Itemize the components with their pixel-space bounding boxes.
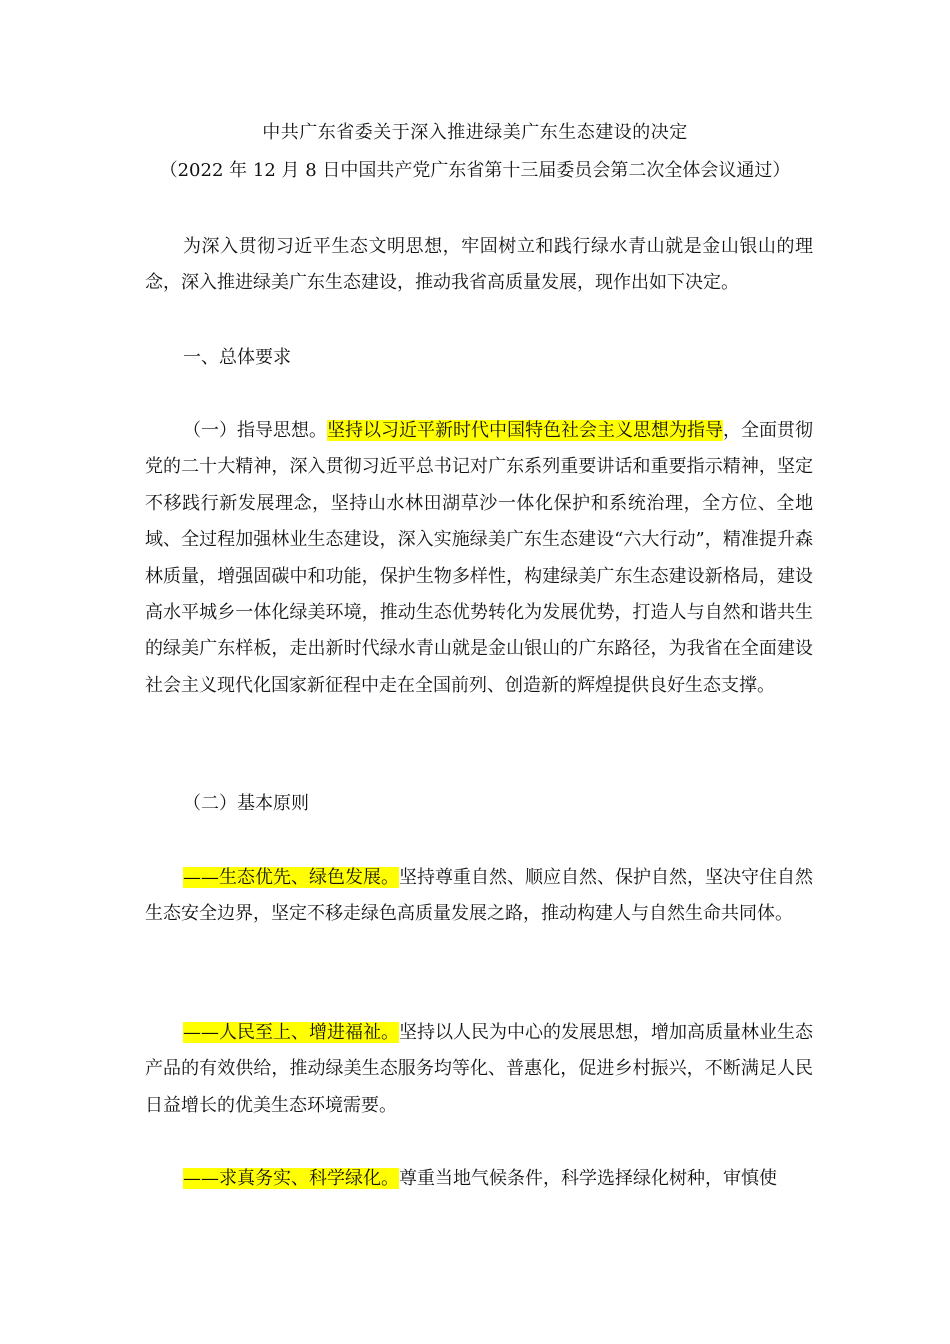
highlighted-text: ——求真务实、科学绿化。 xyxy=(183,1168,399,1189)
principle-paragraph xyxy=(145,860,813,933)
principle-paragraph xyxy=(145,1161,813,1197)
section-heading-general-requirements: 一、总体要求 xyxy=(183,347,291,368)
document-subtitle: （2022 年 12 月 8 日中国共产党广东省第十三届委员会第二次全体会议通过） xyxy=(159,160,791,181)
highlighted-text: 坚持以习近平新时代中国特色社会主义思想为指导 xyxy=(327,420,723,441)
principle-paragraph xyxy=(145,1015,813,1124)
guiding-thought-body: ，全面贯彻党的二十大精神，深入贯彻习近平总书记对广东系列重要讲话和重要指示精神，坚定不移践行新发展理念，坚持山水林田湖草沙一体化保护和系统治理，全方位、全地域、全过程加强林业生态建设，深入实施绿美广东生态建设“六大行动”，精准提升森林质量，增强固碳中和功能，保护生物多样性，构建绿美广东生态建设新格局，建设高水平城乡一体化绿美环境，推动生态优势转化为发展优势，打造人与自然和谐共生的绿美广东样板，走出新时代绿水青山就是金山银山的广东路径，为我省在全面建设社会主义现代化国家新征程中走在全国前列、创造新的辉煌提供良好生态支撑。 xyxy=(145,420,813,696)
document-title: 中共广东省委关于深入推进绿美广东生态建设的决定 xyxy=(262,122,688,143)
intro-paragraph: 为深入贯彻习近平生态文明思想，牢固树立和践行绿水青山就是金山银山的理念，深入推进绿美广东生态建设，推动我省高质量发展，现作出如下决定。 xyxy=(145,236,813,294)
principle-body: 尊重当地气候条件，科学选择绿化树种，审慎使 xyxy=(399,1168,777,1189)
guiding-thought-label: （一）指导思想。 xyxy=(183,420,327,441)
guiding-thought-paragraph xyxy=(145,413,813,704)
highlighted-text: ——人民至上、增进福祉。 xyxy=(183,1022,399,1043)
highlighted-text: ——生态优先、绿色发展。 xyxy=(183,867,399,888)
principle-body: 坚持以人民为中心的发展思想，增加高质量林业生态产品的有效供给，推动绿美生态服务均等化、普惠化，促进乡村振兴，不断满足人民日益增长的优美生态环境需要。 xyxy=(145,1022,813,1116)
section-heading-basic-principles: （二）基本原则 xyxy=(183,793,309,814)
principle-body: 坚持尊重自然、顺应自然、保护自然，坚决守住自然生态安全边界，坚定不移走绿色高质量发展之路，推动构建人与自然生命共同体。 xyxy=(145,867,813,925)
